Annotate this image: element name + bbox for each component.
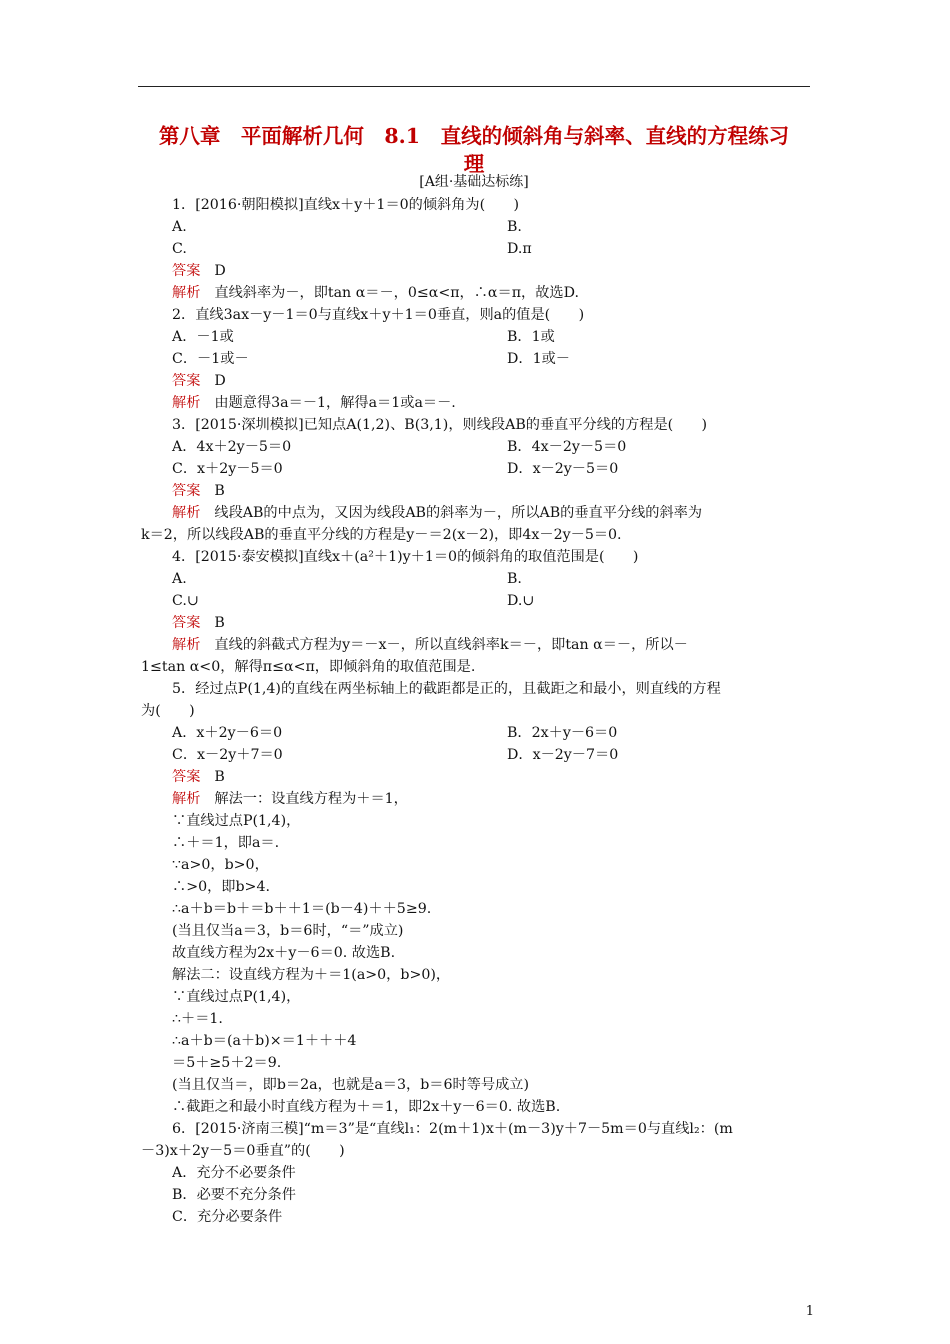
q4-analysis-text-1: 直线的斜截式方程为y＝－x－，所以直线斜率k＝－，即tan α＝－，所以－ (214, 637, 688, 653)
analysis-tag: 解析 (172, 395, 201, 411)
answer-tag: 答案 (172, 483, 201, 499)
answer-tag: 答案 (172, 263, 201, 279)
analysis-tag: 解析 (172, 791, 201, 807)
q5-answer (172, 766, 812, 788)
q2-stem: 2．直线3ax－y－1＝0与直线x＋y＋1＝0垂直，则a的值是( ) (172, 307, 585, 323)
answer-tag: 答案 (172, 373, 201, 389)
q6-option-a: A．充分不必要条件 (172, 1165, 296, 1181)
q5-analysis (172, 788, 812, 810)
q3-answer (172, 480, 812, 502)
q5-step-14: ∴截距之和最小时直线方程为＋＝1，即2x＋y－6＝0. 故选B. (172, 1099, 561, 1115)
q5-step-9: ∵直线过点P(1,4)， (172, 989, 301, 1005)
q4-analysis (172, 634, 812, 656)
q1-option-a: A. (172, 219, 187, 235)
answer-tag: 答案 (172, 615, 201, 631)
section-subtitle: [A组·基础达标练] (419, 174, 529, 190)
q4-answer (172, 612, 812, 634)
q6-stem-cont: －3)x＋2y－5＝0垂直”的( ) (141, 1143, 345, 1159)
page-number: 1 (805, 1304, 814, 1319)
q4-answer-value: B (214, 615, 225, 631)
q1-options-cd (172, 238, 812, 260)
q5-options-cd (172, 744, 812, 766)
q1-answer-value: D (214, 263, 226, 279)
title-line-1: 第八章 平面解析几何 8.1 直线的倾斜角与斜率、直线的方程练习 (158, 124, 790, 148)
q3-option-d: D．x－2y－5＝0 (507, 461, 619, 477)
answer-tag: 答案 (172, 769, 201, 785)
q1-options-ab (172, 216, 812, 238)
q5-step-2: ∴＋＝1，即a＝. (172, 835, 280, 851)
q4-option-b: B. (507, 571, 522, 587)
q4-option-d: D.∪ (507, 593, 535, 609)
q3-stem: 3．[2015·深圳模拟]已知点A(1,2)、B(3,1)，则线段AB的垂直平分线的方程是( ) (172, 417, 708, 433)
q1-answer (172, 260, 812, 282)
q5-step-3: ∵a>0，b>0， (172, 857, 269, 873)
q2-option-d: D．1或－ (507, 351, 570, 367)
exercise-content (141, 194, 812, 1228)
q5-step-8: 解法二：设直线方程为＋＝1(a>0，b>0)， (172, 967, 451, 983)
q3-analysis-text-1: 线段AB的中点为，又因为线段AB的斜率为－，所以AB的垂直平分线的斜率为 (214, 505, 703, 521)
q5-step-10: ∴＋＝1. (172, 1011, 223, 1027)
q1-stem: 1．[2016·朝阳模拟]直线x＋y＋1＝0的倾斜角为( ) (172, 197, 520, 213)
q5-stem-cont: 为( ) (141, 703, 195, 719)
q3-options-ab (172, 436, 812, 458)
title-line-2: 理 (463, 152, 485, 176)
q3-options-cd (172, 458, 812, 480)
q5-answer-value: B (214, 769, 225, 785)
q2-answer (172, 370, 812, 392)
q5-step-12: ＝5＋≥5＋2＝9. (172, 1055, 282, 1071)
q3-option-a: A．4x＋2y－5＝0 (172, 439, 292, 455)
q2-option-c: C．－1或－ (172, 351, 249, 367)
top-rule (138, 86, 810, 87)
q3-option-b: B．4x－2y－5＝0 (507, 439, 627, 455)
q1-option-d: D.π (507, 241, 532, 257)
q5-stem: 5．经过点P(1,4)的直线在两坐标轴上的截距都是正的，且截距之和最小，则直线的方程 (172, 681, 721, 697)
analysis-tag: 解析 (172, 285, 201, 301)
q5-option-d: D．x－2y－7＝0 (507, 747, 619, 763)
q5-step-7: 故直线方程为2x＋y－6＝0. 故选B. (172, 945, 396, 961)
q2-analysis (172, 392, 812, 414)
q2-options-ab (172, 326, 812, 348)
q1-option-c: C. (172, 241, 187, 257)
q1-option-b: B. (507, 219, 522, 235)
analysis-tag: 解析 (172, 505, 201, 521)
q5-step-6: (当且仅当a＝3，b＝6时，“＝”成立) (172, 923, 404, 939)
q4-option-c: C.∪ (172, 593, 199, 609)
q2-option-b: B．1或 (507, 329, 555, 345)
q5-step-4: ∴>0，即b>4. (172, 879, 270, 895)
q2-analysis-text: 由题意得3a＝－1，解得a＝1或a＝－. (214, 395, 456, 411)
q3-analysis-cont: k＝2，所以线段AB的垂直平分线的方程是y－＝2(x－2)，即4x－2y－5＝0. (141, 527, 622, 543)
q3-option-c: C．x＋2y－5＝0 (172, 461, 283, 477)
q4-options-cd (172, 590, 812, 612)
q4-stem: 4．[2015·泰安模拟]直线x＋(a²＋1)y＋1＝0的倾斜角的取值范围是( ) (172, 549, 639, 565)
q4-option-a: A. (172, 571, 187, 587)
q5-step-5: ∴a＋b＝b＋＝b＋＋1＝(b－4)＋＋5≥9. (172, 901, 432, 917)
q4-options-ab (172, 568, 812, 590)
q5-step-1: ∵直线过点P(1,4)， (172, 813, 301, 829)
q5-option-a: A．x＋2y－6＝0 (172, 725, 283, 741)
q5-step-13: (当且仅当＝，即b＝2a，也就是a＝3，b＝6时等号成立) (172, 1077, 529, 1093)
q3-answer-value: B (214, 483, 225, 499)
q6-option-c: C．充分必要条件 (172, 1209, 283, 1225)
analysis-tag: 解析 (172, 637, 201, 653)
q6-stem: 6．[2015·济南三模]“m＝3”是“直线l₁：2(m＋1)x＋(m－3)y＋7－5m＝0与直线l₂：(m (172, 1121, 733, 1137)
q1-analysis (172, 282, 812, 304)
q5-step-11: ∴a＋b＝(a＋b)×＝1＋＋＋4 (172, 1033, 357, 1049)
q2-options-cd (172, 348, 812, 370)
q2-option-a: A．－1或 (172, 329, 234, 345)
q6-option-b: B．必要不充分条件 (172, 1187, 296, 1203)
q5-option-c: C．x－2y＋7＝0 (172, 747, 283, 763)
q5-step-0: 解法一：设直线方程为＋＝1， (214, 791, 408, 807)
q4-analysis-cont: 1≤tan α<0，解得π≤α<π，即倾斜角的取值范围是. (141, 659, 476, 675)
page-title (138, 122, 810, 178)
q5-options-ab (172, 722, 812, 744)
q5-option-b: B．2x＋y－6＝0 (507, 725, 618, 741)
q3-analysis (172, 502, 812, 524)
q2-answer-value: D (214, 373, 226, 389)
q1-analysis-text: 直线斜率为－，即tan α＝－，0≤α<π，∴α＝π，故选D. (214, 285, 579, 301)
